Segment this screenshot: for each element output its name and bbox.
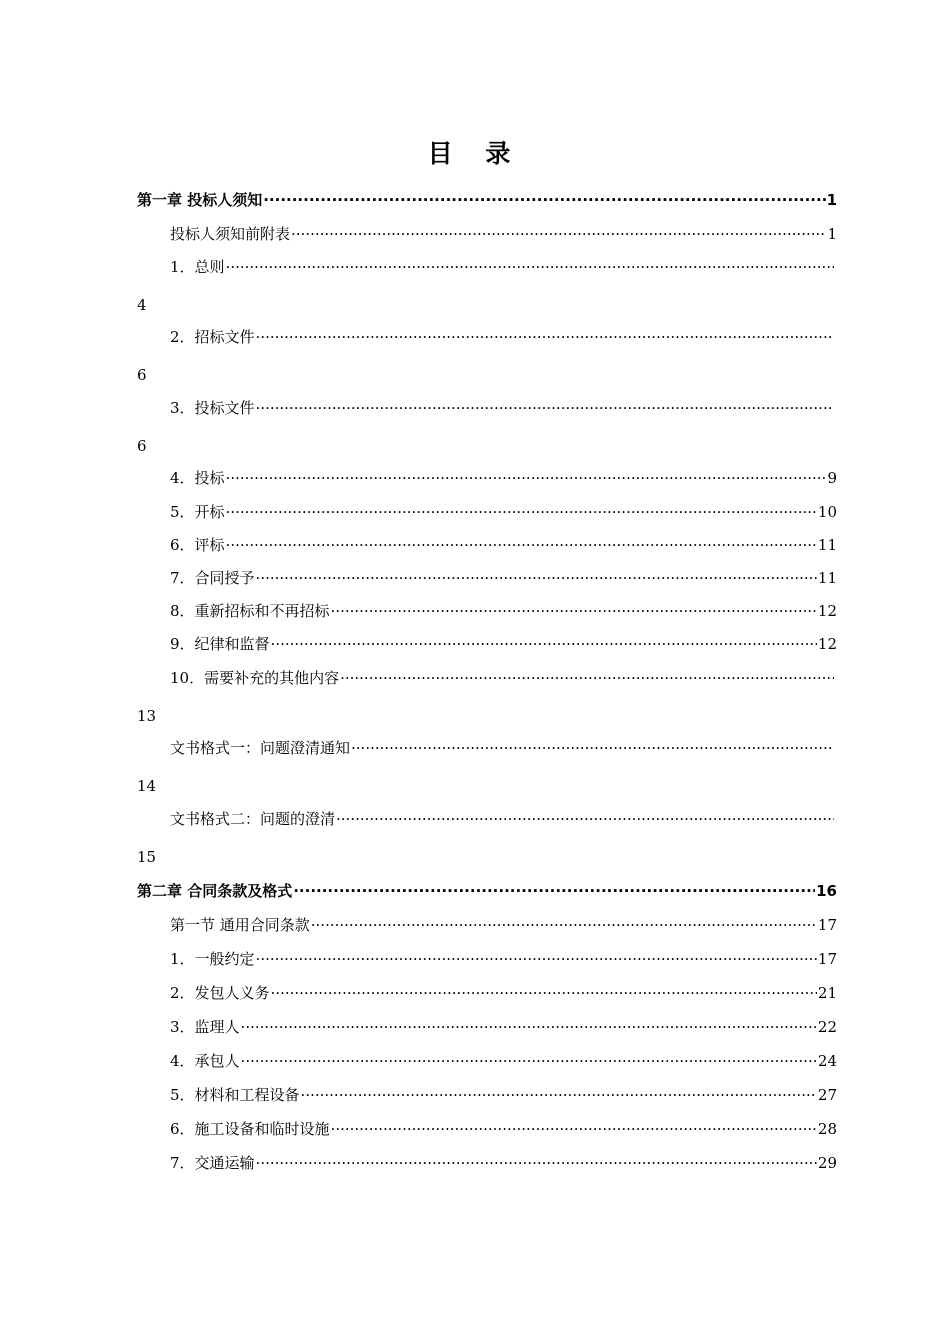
- toc-leader-dots: [291, 224, 826, 244]
- toc-entry[interactable]: [170, 668, 835, 688]
- toc-entry[interactable]: [170, 224, 837, 244]
- toc-leader-dots: [256, 568, 817, 588]
- toc-entry[interactable]: [170, 949, 837, 969]
- toc-leader-dots: [241, 1017, 817, 1037]
- toc-page-number: 13: [137, 707, 157, 725]
- toc-page-number: 1: [827, 225, 837, 243]
- toc-page-number: 28: [817, 1120, 837, 1138]
- toc-leader-dots: [226, 502, 817, 522]
- toc-label: 3．监理人: [170, 1018, 240, 1036]
- toc-leader-dots: [271, 983, 817, 1003]
- toc-label: 3．投标文件: [170, 399, 255, 417]
- toc-page-number: 17: [817, 950, 837, 968]
- toc-entry[interactable]: [170, 915, 837, 935]
- toc-leader-dots: [293, 881, 815, 901]
- toc-page-number: 15: [137, 848, 157, 866]
- toc-entry[interactable]: [170, 634, 837, 654]
- toc-entry[interactable]: [170, 568, 837, 588]
- toc-entry[interactable]: [170, 983, 837, 1003]
- toc-leader-dots: [351, 738, 834, 758]
- toc-label: 1．总则: [170, 258, 225, 276]
- toc-leader-dots: [256, 398, 834, 418]
- toc-label: 第一章 投标人须知: [137, 191, 263, 209]
- toc-entry[interactable]: [170, 257, 835, 277]
- toc-label: 2．发包人义务: [170, 984, 270, 1002]
- toc-leader-dots: [311, 915, 817, 935]
- toc-label: 5．开标: [170, 503, 225, 521]
- toc-label: 7．合同授予: [170, 569, 255, 587]
- toc-leader-dots: [226, 468, 827, 488]
- toc-entry[interactable]: [170, 1119, 837, 1139]
- toc-label: 2．招标文件: [170, 328, 255, 346]
- toc-leader-dots: [301, 1085, 817, 1105]
- toc-entry[interactable]: [170, 809, 835, 829]
- toc-entry[interactable]: [170, 1085, 837, 1105]
- toc-page-number: 22: [817, 1018, 837, 1036]
- toc-leader-dots: [256, 1153, 817, 1173]
- toc-label: 7．交通运输: [170, 1154, 255, 1172]
- toc-label: 第二章 合同条款及格式: [137, 882, 293, 900]
- toc-page-number: 9: [827, 469, 837, 487]
- toc-page-number: 24: [817, 1052, 837, 1070]
- toc-entry-chapter-1[interactable]: [137, 190, 837, 210]
- toc-label: 6．评标: [170, 536, 225, 554]
- toc-page-number: 4: [137, 296, 147, 314]
- toc-page-number: 14: [137, 777, 157, 795]
- toc-page-number: 27: [817, 1086, 837, 1104]
- toc-leader-dots: [226, 257, 834, 277]
- toc-page-number: 12: [817, 635, 837, 653]
- toc-label: 文书格式一：问题澄清通知: [170, 739, 351, 757]
- toc-leader-dots: [336, 809, 834, 829]
- toc-label: 第一节 通用合同条款: [170, 916, 310, 934]
- toc-page-number: 6: [137, 437, 147, 455]
- toc-entry[interactable]: [170, 327, 835, 347]
- toc-page-number: 1: [826, 191, 837, 209]
- toc-label: 8．重新招标和不再招标: [170, 602, 330, 620]
- toc-label: 投标人须知前附表: [170, 225, 291, 243]
- toc-label: 4．投标: [170, 469, 225, 487]
- toc-label: 9．纪律和监督: [170, 635, 270, 653]
- toc-entry[interactable]: [170, 738, 835, 758]
- toc-page-number: 21: [817, 984, 837, 1002]
- toc-entry[interactable]: [170, 1051, 837, 1071]
- toc-entry-chapter-2[interactable]: [137, 881, 837, 901]
- toc-leader-dots: [340, 668, 834, 688]
- toc-leader-dots: [256, 327, 834, 347]
- toc-leader-dots: [331, 1119, 817, 1139]
- page-title: 目 录: [427, 139, 523, 168]
- toc-page-number: 11: [817, 536, 837, 554]
- toc-entry[interactable]: [170, 1153, 837, 1173]
- toc-leader-dots: [271, 634, 817, 654]
- toc-leader-dots: [256, 949, 817, 969]
- toc-entry[interactable]: [170, 502, 837, 522]
- toc-entry[interactable]: [170, 601, 837, 621]
- toc-page-number: 12: [817, 602, 837, 620]
- toc-page-number: 16: [816, 882, 837, 900]
- toc-leader-dots: [241, 1051, 817, 1071]
- toc-leader-dots: [331, 601, 817, 621]
- toc-page-number: 29: [817, 1154, 837, 1172]
- toc-leader-dots: [263, 190, 825, 210]
- toc-page-number: 10: [817, 503, 837, 521]
- toc-entry[interactable]: [170, 398, 835, 418]
- toc-entry[interactable]: [170, 468, 837, 488]
- toc-label: 10．需要补充的其他内容: [170, 669, 340, 687]
- toc-page-number: 11: [817, 569, 837, 587]
- toc-leader-dots: [226, 535, 817, 555]
- toc-entry[interactable]: [170, 535, 837, 555]
- toc-entry[interactable]: [170, 1017, 837, 1037]
- toc-label: 文书格式二：问题的澄清: [170, 810, 336, 828]
- toc-label: 5．材料和工程设备: [170, 1086, 300, 1104]
- toc-page-number: 17: [817, 916, 837, 934]
- toc-label: 4．承包人: [170, 1052, 240, 1070]
- toc-page-number: 6: [137, 366, 147, 384]
- toc-label: 1．一般约定: [170, 950, 255, 968]
- toc-label: 6．施工设备和临时设施: [170, 1120, 330, 1138]
